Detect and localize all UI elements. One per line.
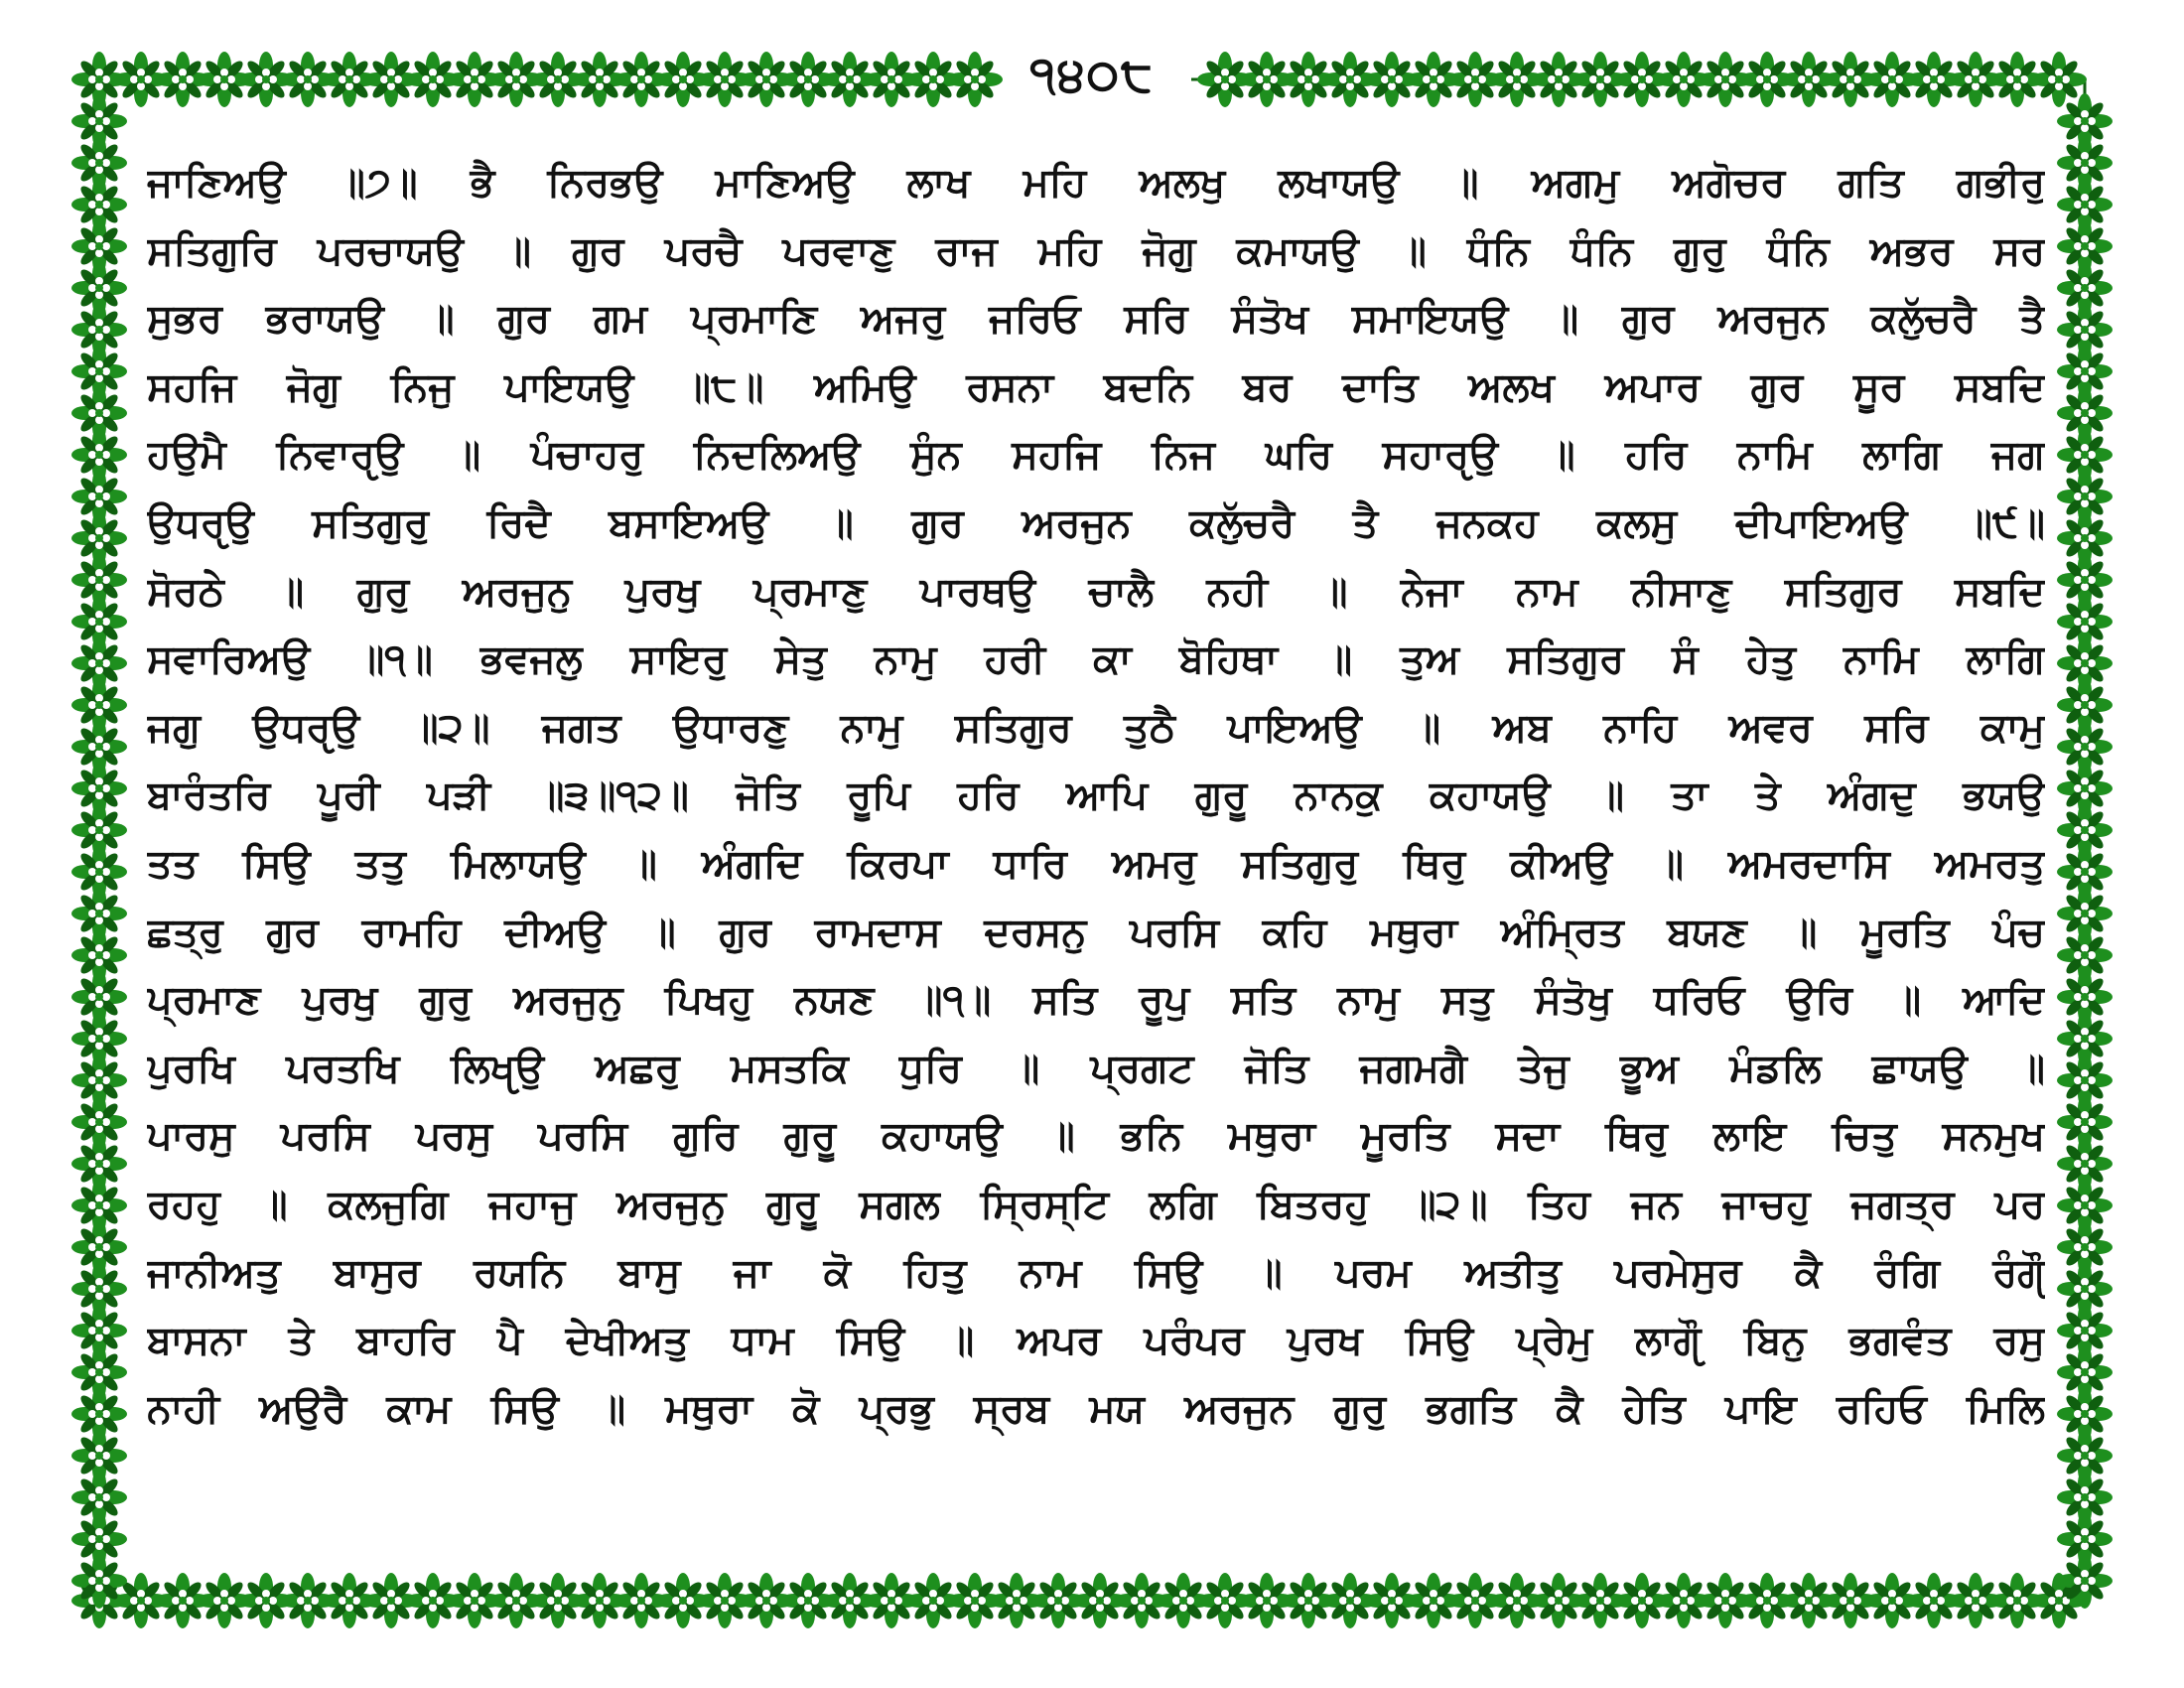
page-number-box <box>1013 40 1171 109</box>
text-line: ਨਾਹੀ ਅਉਰੈ ਕਾਮ ਸਿਉ ॥ ਮਥੁਰਾ ਕੋ ਪ੍ਰਭੁ ਸ੍ਰਬ ਮਯ ਅਰਜੁਨ ਗੁਰੁ ਭਗਤਿ ਕੈ ਹੇਤਿ ਪਾਇ ਰਹਿਓ ਮਿਲਿ <box>147 1385 2045 1432</box>
text-line: ਜਾਨੀਅਤੁ ਬਾਸੁਰ ਰਯਨਿ ਬਾਸੁ ਜਾ ਕੋ ਹਿਤੁ ਨਾਮ ਸਿਉ ॥ ਪਰਮ ਅਤੀਤੁ ਪਰਮੇਸੁਰ ਕੈ ਰੰਗਿ ਰੰਗੵੌ <box>147 1249 2045 1296</box>
scripture-text <box>147 149 2045 1443</box>
text-line: ਛਤ੍ਰੁ ਗੁਰ ਰਾਮਹਿ ਦੀਅਉ ॥ ਗੁਰ ਰਾਮਦਾਸ ਦਰਸਨੁ ਪਰਸਿ ਕਹਿ ਮਥੁਰਾ ਅੰਮ੍ਰਿਤ ਬਯਣ ॥ ਮੂਰਤਿ ਪੰਚ <box>147 909 2045 955</box>
page-number: ੧੪੦੮ <box>1029 46 1155 102</box>
text-line: ਉਧਰੵਉ ਸਤਿਗੁਰੁ ਰਿਦੈ ਬਸਾਇਅਉ ॥ ਗੁਰ ਅਰਜੁਨ ਕਲੁੱਚਰੈ ਤੈ ਜਨਕਹ ਕਲਸੁ ਦੀਪਾਇਅਉ ॥੯॥ <box>147 499 2045 546</box>
text-line: ਪੁਰਖਿ ਪਰਤਖਿ ਲਿਖੵਉ ਅਛਰੁ ਮਸਤਕਿ ਧੁਰਿ ॥ ਪ੍ਰਗਟ ਜੋਤਿ ਜਗਮਗੈ ਤੇਜੁ ਭੂਅ ਮੰਡਲਿ ਛਾਯਉ ॥ <box>147 1045 2045 1091</box>
text-line: ਹਉਮੈ ਨਿਵਾਰੵਉ ॥ ਪੰਚਾਹਰੁ ਨਿਦਲਿਅਉ ਸੁੰਨ ਸਹਜਿ ਨਿਜ ਘਰਿ ਸਹਾਰੵਉ ॥ ਹਰਿ ਨਾਮਿ ਲਾਗਿ ਜਗ <box>147 432 2045 479</box>
text-line: ਬਾਸਨਾ ਤੇ ਬਾਹਰਿ ਪੈ ਦੇਖੀਅਤੁ ਧਾਮ ਸਿਉ ॥ ਅਪਰ ਪਰੰਪਰ ਪੁਰਖ ਸਿਉ ਪ੍ਰੇਮੁ ਲਾਗੵੌ ਬਿਨੁ ਭਗਵੰਤ ਰਸੁ <box>147 1318 2045 1364</box>
flower-vine-icon <box>2031 52 2087 107</box>
text-line: ਸਵਾਰਿਅਉ ॥੧॥ ਭਵਜਲੁ ਸਾਇਰੁ ਸੇਤੁ ਨਾਮੁ ਹਰੀ ਕਾ ਬੋਹਿਥਾ ॥ ਤੁਅ ਸਤਿਗੁਰ ਸੰ ਹੇਤੁ ਨਾਮਿ ਲਾਗਿ <box>147 636 2045 683</box>
text-line: ਰਹਹੁ ॥ ਕਲਜੁਗਿ ਜਹਾਜੁ ਅਰਜੁਨੁ ਗੁਰੂ ਸਗਲ ਸ੍ਰਿਸ੍ਟਿ ਲਗਿ ਬਿਤਰਹੁ ॥੨॥ ਤਿਹ ਜਨ ਜਾਚਹੁ ਜਗਤ੍ਰ ਪਰ <box>147 1181 2045 1227</box>
text-line: ਜਾਣਿਅਉ ॥੭॥ ਭੈ ਨਿਰਭਉ ਮਾਣਿਅਉ ਲਾਖ ਮਹਿ ਅਲਖੁ ਲਖਾਯਉ ॥ ਅਗਮੁ ਅਗੋਚਰ ਗਤਿ ਗਭੀਰੁ <box>147 160 2045 206</box>
text-line: ਪਾਰਸੁ ਪਰਸਿ ਪਰਸੁ ਪਰਸਿ ਗੁਰਿ ਗੁਰੂ ਕਹਾਯਉ ॥ ਭਨਿ ਮਥੁਰਾ ਮੂਰਤਿ ਸਦਾ ਥਿਰੁ ਲਾਇ ਚਿਤੁ ਸਨਮੁਖ <box>147 1113 2045 1160</box>
text-line: ਬਾਰੰਤਰਿ ਪੂਰੀ ਪੜੀ ॥੩॥੧੨॥ ਜੋਤਿ ਰੂਪਿ ਹਰਿ ਆਪਿ ਗੁਰੂ ਨਾਨਕੁ ਕਹਾਯਉ ॥ ਤਾ ਤੇ ਅੰਗਦੁ ਭਯਉ <box>147 773 2045 819</box>
text-line: ਸੋਰਠੇ ॥ ਗੁਰੁ ਅਰਜੁਨੁ ਪੁਰਖੁ ਪ੍ਰਮਾਣੁ ਪਾਰਥਉ ਚਾਲੈ ਨਹੀ ॥ ਨੇਜਾ ਨਾਮ ਨੀਸਾਣੁ ਸਤਿਗੁਰ ਸਬਦਿ <box>147 568 2045 615</box>
text-line: ਤਤ ਸਿਉ ਤਤੁ ਮਿਲਾਯਉ ॥ ਅੰਗਦਿ ਕਿਰਪਾ ਧਾਰਿ ਅਮਰੁ ਸਤਿਗੁਰੁ ਥਿਰੁ ਕੀਅਉ ॥ ਅਮਰਦਾਸਿ ਅਮਰਤੁ <box>147 840 2045 887</box>
text-line: ਸਹਜਿ ਜੋਗੁ ਨਿਜੁ ਪਾਇਯਉ ॥੮॥ ਅਮਿਉ ਰਸਨਾ ਬਦਨਿ ਬਰ ਦਾਤਿ ਅਲਖ ਅਪਾਰ ਗੁਰ ਸੂਰ ਸਬਦਿ <box>147 363 2045 410</box>
text-line: ਸਤਿਗੁਰਿ ਪਰਚਾਯਉ ॥ ਗੁਰ ਪਰਚੈ ਪਰਵਾਣੁ ਰਾਜ ਮਹਿ ਜੋਗੁ ਕਮਾਯਉ ॥ ਧੰਨਿ ਧੰਨਿ ਗੁਰੁ ਧੰਨਿ ਅਭਰ ਸਰ <box>147 227 2045 274</box>
text-line: ਜਗੁ ਉਧਰੵਉ ॥੨॥ ਜਗਤ ਉਧਾਰਣੁ ਨਾਮੁ ਸਤਿਗੁਰ ਤੁਠੈ ਪਾਇਅਉ ॥ ਅਬ ਨਾਹਿ ਅਵਰ ਸਰਿ ਕਾਮੁ <box>147 704 2045 751</box>
text-line: ਪ੍ਰਮਾਣ ਪੁਰਖੁ ਗੁਰੁ ਅਰਜੁਨੁ ਪਿਖਹੁ ਨਯਣ ॥੧॥ ਸਤਿ ਰੂਪੁ ਸਤਿ ਨਾਮੁ ਸਤੁ ਸੰਤੋਖੁ ਧਰਿਓ ਉਰਿ ॥ ਆਦਿ <box>147 977 2045 1024</box>
flower-vine-icon <box>947 52 1003 107</box>
text-line: ਸੁਭਰ ਭਰਾਯਉ ॥ ਗੁਰ ਗਮ ਪ੍ਰਮਾਣਿ ਅਜਰੁ ਜਰਿਓ ਸਰਿ ਸੰਤੋਖ ਸਮਾਇਯਉ ॥ ਗੁਰ ਅਰਜੁਨ ਕਲੁੱਚਰੈ ਤੈ <box>147 296 2045 343</box>
